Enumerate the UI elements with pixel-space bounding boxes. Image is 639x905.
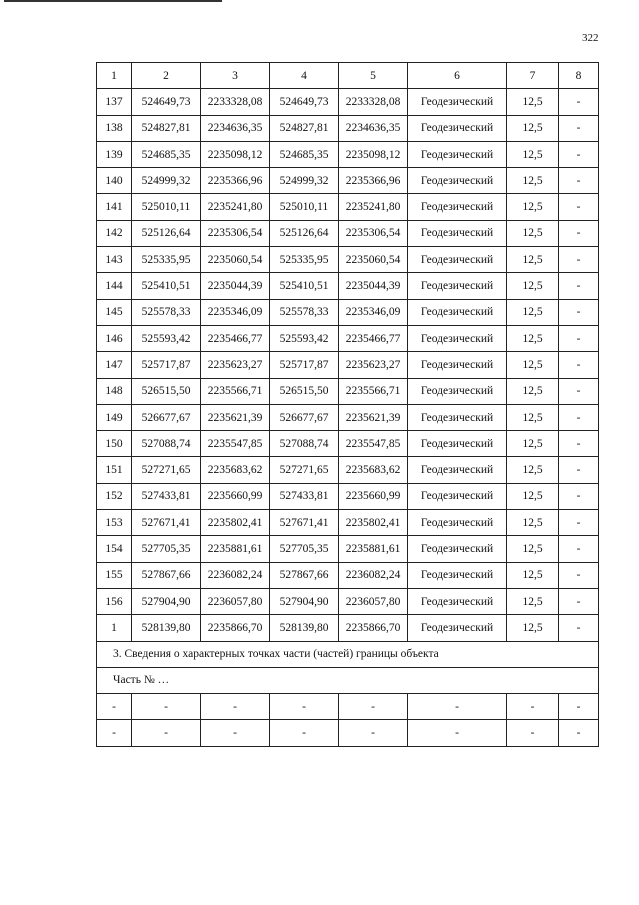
table-row	[97, 325, 599, 351]
table-cell: 524827,81	[270, 115, 339, 141]
table-cell: 152	[97, 483, 132, 509]
table-row	[97, 562, 599, 588]
table-cell: -	[270, 694, 339, 720]
table-cell: 525335,95	[270, 247, 339, 273]
page-number: 322	[582, 32, 599, 44]
table-row	[97, 352, 599, 378]
table-cell: 2235683,62	[201, 457, 270, 483]
table-cell: 143	[97, 247, 132, 273]
table-cell: 138	[97, 115, 132, 141]
table-cell: 527433,81	[132, 483, 201, 509]
table-header-row	[97, 63, 599, 89]
table-cell: Геодезический	[408, 352, 507, 378]
table-cell: 2235866,70	[339, 615, 408, 641]
table-cell: 526677,67	[270, 404, 339, 430]
coordinates-table	[96, 62, 599, 747]
table-cell: 524999,32	[270, 168, 339, 194]
table-cell: 2235044,39	[339, 273, 408, 299]
table-cell: -	[201, 694, 270, 720]
table-cell: 12,5	[507, 404, 559, 430]
table-cell: 525593,42	[132, 325, 201, 351]
table-cell: 154	[97, 536, 132, 562]
table-cell: 524999,32	[132, 168, 201, 194]
table-cell: 147	[97, 352, 132, 378]
table-cell: 527088,74	[132, 431, 201, 457]
table-cell: 2235366,96	[339, 168, 408, 194]
table-cell: 4	[270, 63, 339, 89]
table-cell: -	[339, 720, 408, 746]
table-cell: 2235566,71	[201, 378, 270, 404]
table-cell: 2235241,80	[201, 194, 270, 220]
table-cell: 2235547,85	[201, 431, 270, 457]
table-cell: 12,5	[507, 168, 559, 194]
table-cell: 2235802,41	[339, 510, 408, 536]
table-cell: 7	[507, 63, 559, 89]
table-row	[97, 510, 599, 536]
table-cell: 2	[132, 63, 201, 89]
table-cell: 2235098,12	[339, 141, 408, 167]
table-cell: 526515,50	[132, 378, 201, 404]
table-cell: 12,5	[507, 89, 559, 115]
table-cell: 525593,42	[270, 325, 339, 351]
table-row	[97, 536, 599, 562]
table-row	[97, 483, 599, 509]
table-cell: -	[559, 720, 599, 746]
table-cell: -	[408, 720, 507, 746]
section-title	[97, 641, 599, 667]
table-cell: Геодезический	[408, 615, 507, 641]
table-cell: -	[559, 194, 599, 220]
table-row	[97, 431, 599, 457]
table-cell: Геодезический	[408, 194, 507, 220]
table-cell: -	[559, 220, 599, 246]
table-cell: 140	[97, 168, 132, 194]
table-cell: 525335,95	[132, 247, 201, 273]
table-cell: -	[97, 720, 132, 746]
table-cell: 527088,74	[270, 431, 339, 457]
table-cell: -	[507, 720, 559, 746]
table-cell: -	[408, 694, 507, 720]
table-cell: 12,5	[507, 273, 559, 299]
table-cell: 1	[97, 615, 132, 641]
table-cell: -	[97, 694, 132, 720]
table-cell: Геодезический	[408, 404, 507, 430]
table-cell: 525717,87	[132, 352, 201, 378]
table-cell: -	[559, 483, 599, 509]
table-cell: 2235547,85	[339, 431, 408, 457]
table-cell: 12,5	[507, 615, 559, 641]
table-cell: -	[559, 510, 599, 536]
table-cell: 525410,51	[270, 273, 339, 299]
table-cell: -	[559, 404, 599, 430]
table-cell: 12,5	[507, 588, 559, 614]
table-cell: 2235623,27	[339, 352, 408, 378]
section-title-text: 3. Сведения о характерных точках части (частей) границы объекта	[97, 641, 599, 667]
table-cell: Геодезический	[408, 431, 507, 457]
table-row	[97, 220, 599, 246]
table-cell: Геодезический	[408, 536, 507, 562]
table-cell: 12,5	[507, 115, 559, 141]
table-cell: 12,5	[507, 457, 559, 483]
table-cell: 2235566,71	[339, 378, 408, 404]
table-cell: 2235306,54	[201, 220, 270, 246]
table-cell: -	[559, 615, 599, 641]
table-cell: 524685,35	[132, 141, 201, 167]
table-cell: -	[270, 720, 339, 746]
table-cell: 528139,80	[132, 615, 201, 641]
table-cell: 12,5	[507, 536, 559, 562]
table-row	[97, 588, 599, 614]
table-cell: 2236057,80	[339, 588, 408, 614]
table-row	[97, 141, 599, 167]
table-cell: 151	[97, 457, 132, 483]
table-cell: 155	[97, 562, 132, 588]
table-cell: 12,5	[507, 220, 559, 246]
table-cell: -	[559, 431, 599, 457]
table-row	[97, 247, 599, 273]
table-cell: 2235660,99	[339, 483, 408, 509]
table-cell: 527671,41	[132, 510, 201, 536]
table-cell: 527705,35	[132, 536, 201, 562]
table-cell: 2235621,39	[339, 404, 408, 430]
table-row	[97, 720, 599, 746]
table-cell: -	[559, 247, 599, 273]
table-cell: Геодезический	[408, 168, 507, 194]
table-cell: 150	[97, 431, 132, 457]
table-cell: 2235881,61	[339, 536, 408, 562]
table-cell: 527867,66	[132, 562, 201, 588]
table-cell: 2233328,08	[201, 89, 270, 115]
table-cell: Геодезический	[408, 325, 507, 351]
table-row	[97, 299, 599, 325]
table-cell: -	[559, 562, 599, 588]
table-cell: -	[559, 352, 599, 378]
table-cell: 525578,33	[270, 299, 339, 325]
table-cell: 2235621,39	[201, 404, 270, 430]
table-cell: 2235466,77	[339, 325, 408, 351]
scan-top-line	[4, 0, 222, 2]
table-cell: Геодезический	[408, 562, 507, 588]
table-cell: 525010,11	[132, 194, 201, 220]
table-cell: 527904,90	[270, 588, 339, 614]
table-cell: Геодезический	[408, 220, 507, 246]
table-cell: 524649,73	[132, 89, 201, 115]
table-cell: 2235366,96	[201, 168, 270, 194]
table-cell: 2235060,54	[339, 247, 408, 273]
table-cell: 2235306,54	[339, 220, 408, 246]
table-cell: 525717,87	[270, 352, 339, 378]
table-cell: Геодезический	[408, 457, 507, 483]
table-row	[97, 457, 599, 483]
table-cell: Геодезический	[408, 89, 507, 115]
table-cell: 2235660,99	[201, 483, 270, 509]
table-cell: 12,5	[507, 562, 559, 588]
table-cell: -	[507, 694, 559, 720]
table-cell: 144	[97, 273, 132, 299]
table-cell: 527271,65	[270, 457, 339, 483]
part-label	[97, 667, 599, 693]
table-row	[97, 89, 599, 115]
table-row	[97, 273, 599, 299]
table-cell: -	[559, 588, 599, 614]
table-cell: -	[132, 694, 201, 720]
table-cell: -	[559, 115, 599, 141]
table-cell: 2236057,80	[201, 588, 270, 614]
table-cell: 12,5	[507, 431, 559, 457]
table-cell: 12,5	[507, 247, 559, 273]
table-cell: Геодезический	[408, 273, 507, 299]
table-cell: 148	[97, 378, 132, 404]
table-cell: Геодезический	[408, 141, 507, 167]
table-cell: 527433,81	[270, 483, 339, 509]
table-cell: 2236082,24	[339, 562, 408, 588]
table-cell: 141	[97, 194, 132, 220]
table-cell: 527271,65	[132, 457, 201, 483]
table-cell: -	[559, 325, 599, 351]
table-cell: Геодезический	[408, 588, 507, 614]
table-cell: 2233328,08	[339, 89, 408, 115]
table-cell: -	[559, 89, 599, 115]
table-cell: 2235881,61	[201, 536, 270, 562]
table-cell: Геодезический	[408, 299, 507, 325]
table-cell: 525410,51	[132, 273, 201, 299]
table-cell: -	[559, 299, 599, 325]
table-cell: -	[559, 536, 599, 562]
table-cell: 3	[201, 63, 270, 89]
table-row	[97, 194, 599, 220]
table-cell: 153	[97, 510, 132, 536]
table-row	[97, 615, 599, 641]
table-cell: 12,5	[507, 299, 559, 325]
table-cell: 525578,33	[132, 299, 201, 325]
table-row	[97, 378, 599, 404]
table-cell: 2235044,39	[201, 273, 270, 299]
table-cell: 6	[408, 63, 507, 89]
table-cell: 2235802,41	[201, 510, 270, 536]
table-cell: 526677,67	[132, 404, 201, 430]
table-cell: 525010,11	[270, 194, 339, 220]
table-cell: 142	[97, 220, 132, 246]
table-cell: 156	[97, 588, 132, 614]
table-cell: 527705,35	[270, 536, 339, 562]
table-cell: -	[559, 273, 599, 299]
table-cell: 2235060,54	[201, 247, 270, 273]
table-cell: 12,5	[507, 141, 559, 167]
table-cell: 524649,73	[270, 89, 339, 115]
table-cell: 146	[97, 325, 132, 351]
table-cell: 2234636,35	[201, 115, 270, 141]
table-cell: 12,5	[507, 194, 559, 220]
table-cell: -	[559, 457, 599, 483]
table-cell: 2235346,09	[201, 299, 270, 325]
table-cell: -	[339, 694, 408, 720]
table-cell: 525126,64	[270, 220, 339, 246]
table-cell: 137	[97, 89, 132, 115]
table-cell: 12,5	[507, 325, 559, 351]
table-cell: Геодезический	[408, 510, 507, 536]
table-cell: 145	[97, 299, 132, 325]
table-cell: Геодезический	[408, 378, 507, 404]
table-cell: -	[559, 168, 599, 194]
table-row	[97, 115, 599, 141]
table-cell: 528139,80	[270, 615, 339, 641]
table-cell: 2235466,77	[201, 325, 270, 351]
table-cell: 12,5	[507, 352, 559, 378]
table-row	[97, 694, 599, 720]
table-cell: Геодезический	[408, 115, 507, 141]
table-cell: 2235098,12	[201, 141, 270, 167]
table-cell: 149	[97, 404, 132, 430]
table-cell: 5	[339, 63, 408, 89]
table-cell: -	[559, 378, 599, 404]
table-cell: -	[559, 141, 599, 167]
table-row	[97, 168, 599, 194]
table-cell: 2235866,70	[201, 615, 270, 641]
table-cell: 525126,64	[132, 220, 201, 246]
table-cell: Геодезический	[408, 247, 507, 273]
table-cell: -	[559, 694, 599, 720]
table-cell: 1	[97, 63, 132, 89]
table-cell: 2235346,09	[339, 299, 408, 325]
table-cell: 524827,81	[132, 115, 201, 141]
table-cell: -	[132, 720, 201, 746]
table-cell: 8	[559, 63, 599, 89]
part-label-text: Часть № …	[97, 667, 599, 693]
table-cell: 527904,90	[132, 588, 201, 614]
table-cell: 2234636,35	[339, 115, 408, 141]
table-cell: 526515,50	[270, 378, 339, 404]
table-cell: -	[201, 720, 270, 746]
table-cell: 2235623,27	[201, 352, 270, 378]
table-cell: 139	[97, 141, 132, 167]
table-row	[97, 404, 599, 430]
table-cell: 2235683,62	[339, 457, 408, 483]
table-cell: 12,5	[507, 510, 559, 536]
table-cell: 527671,41	[270, 510, 339, 536]
table-cell: 12,5	[507, 483, 559, 509]
table-cell: 12,5	[507, 378, 559, 404]
table-cell: 2236082,24	[201, 562, 270, 588]
table-cell: 527867,66	[270, 562, 339, 588]
table-cell: 524685,35	[270, 141, 339, 167]
table-cell: Геодезический	[408, 483, 507, 509]
table-cell: 2235241,80	[339, 194, 408, 220]
